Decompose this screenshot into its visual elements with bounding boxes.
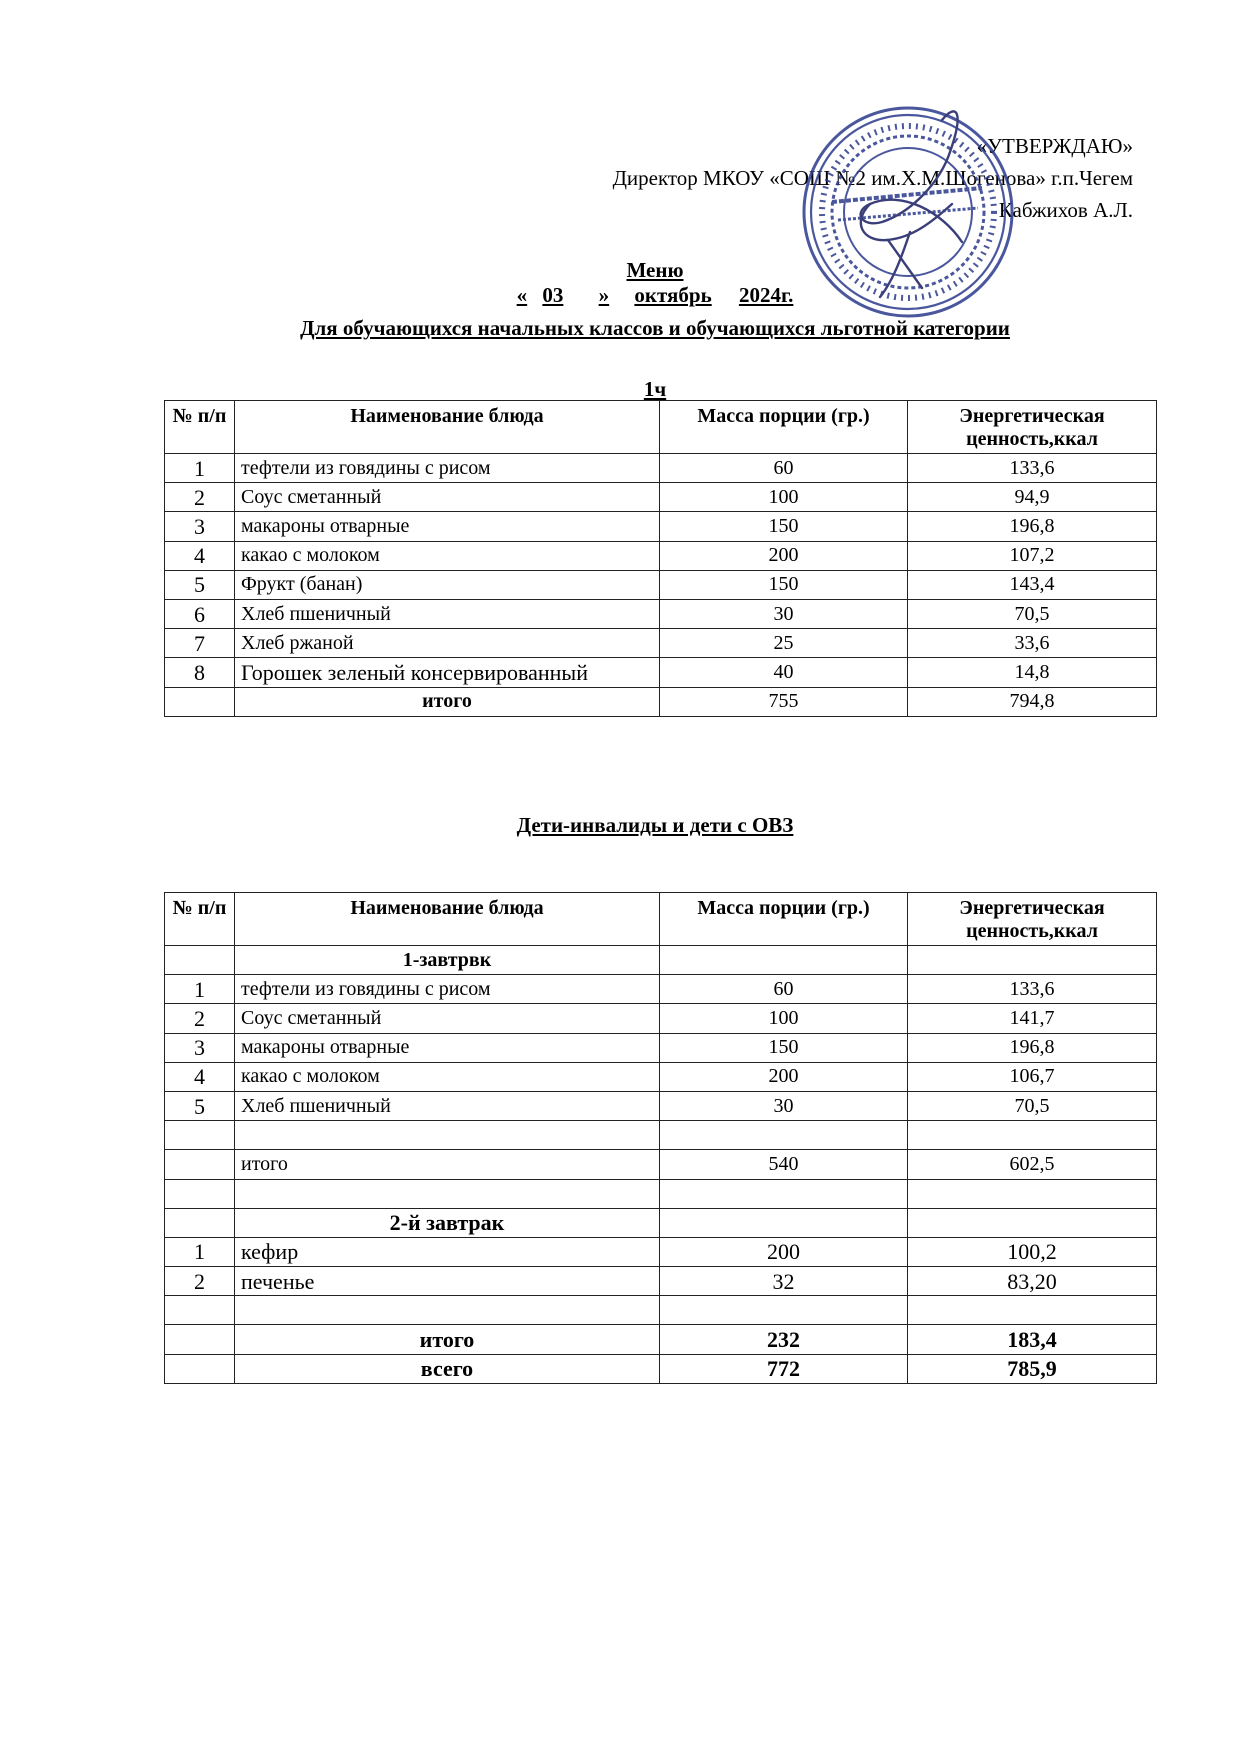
row-mass: 200 xyxy=(660,1062,908,1091)
table-row xyxy=(165,454,1157,483)
table-row xyxy=(165,1062,1157,1091)
grand-total-mass: 772 xyxy=(660,1354,908,1383)
row-mass: 100 xyxy=(660,483,908,512)
row-num: 1 xyxy=(165,1237,235,1266)
total-mass: 755 xyxy=(660,687,908,716)
row-energy: 33,6 xyxy=(908,629,1157,658)
approval-director: Директор МКОУ «СОШ №2 им.Х.М.Шогенова» г.п.Чегем xyxy=(612,166,1133,190)
header-energy: Энергетическая ценность,ккал xyxy=(908,401,1157,454)
row-name: Хлеб пшеничный xyxy=(235,1091,660,1120)
table-row xyxy=(165,1237,1157,1266)
breakfast-1-total-label: итого xyxy=(235,1150,660,1179)
breakfast-1-total-mass: 540 xyxy=(660,1150,908,1179)
row-mass: 60 xyxy=(660,454,908,483)
date-day: 03 xyxy=(542,283,564,307)
table-row xyxy=(165,570,1157,599)
menu-subtitle: Для обучающихся начальных классов и обучающихся льготной категории xyxy=(300,316,1010,340)
header-mass: Массa порции (гр.) xyxy=(660,893,908,946)
menu-table-1 xyxy=(164,400,1157,717)
menu-date xyxy=(0,283,1241,307)
row-energy: 143,4 xyxy=(908,570,1157,599)
row-num: 2 xyxy=(165,483,235,512)
table-row xyxy=(165,1004,1157,1033)
approval-signatory: Кабжихов А.Л. xyxy=(998,198,1133,222)
empty-cell xyxy=(660,946,908,975)
grand-total-energy: 785,9 xyxy=(908,1354,1157,1383)
table-subtotal-row xyxy=(165,1150,1157,1179)
row-name: какао с молоком xyxy=(235,541,660,570)
row-energy: 107,2 xyxy=(908,541,1157,570)
row-name: печенье xyxy=(235,1267,660,1296)
table-row xyxy=(165,629,1157,658)
row-name: Соус сметанный xyxy=(235,483,660,512)
row-mass: 30 xyxy=(660,1091,908,1120)
row-num: 5 xyxy=(165,1091,235,1120)
row-num: 5 xyxy=(165,570,235,599)
table-section-row xyxy=(165,1208,1157,1237)
table-subtotal-row xyxy=(165,1325,1157,1354)
breakfast-1-label: 1-завтрвк xyxy=(235,946,660,975)
row-mass: 60 xyxy=(660,975,908,1004)
row-mass: 200 xyxy=(660,1237,908,1266)
row-energy: 133,6 xyxy=(908,975,1157,1004)
table-row xyxy=(165,975,1157,1004)
row-energy: 100,2 xyxy=(908,1237,1157,1266)
row-name: Фрукт (банан) xyxy=(235,570,660,599)
header-num: № п/п xyxy=(165,401,235,454)
table-total-row xyxy=(165,687,1157,716)
header-name: Наименование блюда xyxy=(235,893,660,946)
table-row xyxy=(165,599,1157,628)
date-month: октябрь xyxy=(634,283,712,307)
menu-title: Меню xyxy=(626,258,684,282)
table-row xyxy=(165,1033,1157,1062)
header-num: № п/п xyxy=(165,893,235,946)
row-energy: 14,8 xyxy=(908,658,1157,687)
empty-cell xyxy=(165,946,235,975)
table-row xyxy=(165,541,1157,570)
empty-cell xyxy=(908,1208,1157,1237)
row-energy: 141,7 xyxy=(908,1004,1157,1033)
row-energy: 106,7 xyxy=(908,1062,1157,1091)
date-open-quote: « xyxy=(516,283,528,307)
row-name: Хлеб пшеничный xyxy=(235,599,660,628)
breakfast-2-label: 2-й завтрак xyxy=(235,1208,660,1237)
header-mass: Массa порции (гр.) xyxy=(660,401,908,454)
row-name: Соус сметанный xyxy=(235,1004,660,1033)
empty-cell xyxy=(165,1325,235,1354)
row-num: 4 xyxy=(165,1062,235,1091)
empty-cell xyxy=(165,1208,235,1237)
table-grand-total-row xyxy=(165,1354,1157,1383)
empty-row xyxy=(165,1296,1157,1325)
row-name: макароны отварные xyxy=(235,1033,660,1062)
row-num: 3 xyxy=(165,1033,235,1062)
row-mass: 100 xyxy=(660,1004,908,1033)
empty-cell xyxy=(165,1354,235,1383)
row-energy: 196,8 xyxy=(908,1033,1157,1062)
approval-title: «УТВЕРЖДАЮ» xyxy=(976,134,1133,158)
table-row xyxy=(165,483,1157,512)
row-name: кефир xyxy=(235,1237,660,1266)
grand-total-label: всего xyxy=(235,1354,660,1383)
section-1-label: 1ч xyxy=(643,377,667,401)
table-row xyxy=(165,1267,1157,1296)
breakfast-2-total-mass: 232 xyxy=(660,1325,908,1354)
row-name: тефтели из говядины с рисом xyxy=(235,454,660,483)
table-row xyxy=(165,512,1157,541)
table-header-row xyxy=(165,893,1157,946)
row-name: макароны отварные xyxy=(235,512,660,541)
row-energy: 94,9 xyxy=(908,483,1157,512)
row-num: 3 xyxy=(165,512,235,541)
table-header-row xyxy=(165,401,1157,454)
row-energy: 70,5 xyxy=(908,1091,1157,1120)
empty-cell xyxy=(165,1150,235,1179)
row-num: 6 xyxy=(165,599,235,628)
breakfast-2-total-label: итого xyxy=(235,1325,660,1354)
row-mass: 32 xyxy=(660,1267,908,1296)
total-label: итого xyxy=(235,687,660,716)
row-mass: 150 xyxy=(660,1033,908,1062)
row-energy: 70,5 xyxy=(908,599,1157,628)
row-num: 7 xyxy=(165,629,235,658)
date-year: 2024г. xyxy=(738,283,794,307)
empty-row xyxy=(165,1121,1157,1150)
row-mass: 40 xyxy=(660,658,908,687)
row-num: 1 xyxy=(165,454,235,483)
row-name: Хлеб ржаной xyxy=(235,629,660,658)
menu-table-2 xyxy=(164,892,1157,1384)
row-name: тефтели из говядины с рисом xyxy=(235,975,660,1004)
empty-cell xyxy=(660,1208,908,1237)
row-mass: 30 xyxy=(660,599,908,628)
section-2-label: Дети-инвалиды и дети с ОВЗ xyxy=(516,813,794,837)
table-row xyxy=(165,1091,1157,1120)
row-energy: 133,6 xyxy=(908,454,1157,483)
row-num: 8 xyxy=(165,658,235,687)
row-mass: 25 xyxy=(660,629,908,658)
header-energy: Энергетическая ценность,ккал xyxy=(908,893,1157,946)
row-energy: 196,8 xyxy=(908,512,1157,541)
row-mass: 150 xyxy=(660,512,908,541)
row-mass: 150 xyxy=(660,570,908,599)
header-name: Наименование блюда xyxy=(235,401,660,454)
row-name: какао с молоком xyxy=(235,1062,660,1091)
breakfast-1-total-energy: 602,5 xyxy=(908,1150,1157,1179)
row-num: 2 xyxy=(165,1267,235,1296)
empty-cell xyxy=(908,946,1157,975)
row-num: 4 xyxy=(165,541,235,570)
row-num: 2 xyxy=(165,1004,235,1033)
row-num: 1 xyxy=(165,975,235,1004)
row-energy: 83,20 xyxy=(908,1267,1157,1296)
empty-row xyxy=(165,1179,1157,1208)
date-close-quote: » xyxy=(598,283,610,307)
empty-cell xyxy=(165,687,235,716)
row-name: Горошек зеленый консервированный xyxy=(235,658,660,687)
table-section-row xyxy=(165,946,1157,975)
table-row xyxy=(165,658,1157,687)
row-mass: 200 xyxy=(660,541,908,570)
breakfast-2-total-energy: 183,4 xyxy=(908,1325,1157,1354)
total-energy: 794,8 xyxy=(908,687,1157,716)
